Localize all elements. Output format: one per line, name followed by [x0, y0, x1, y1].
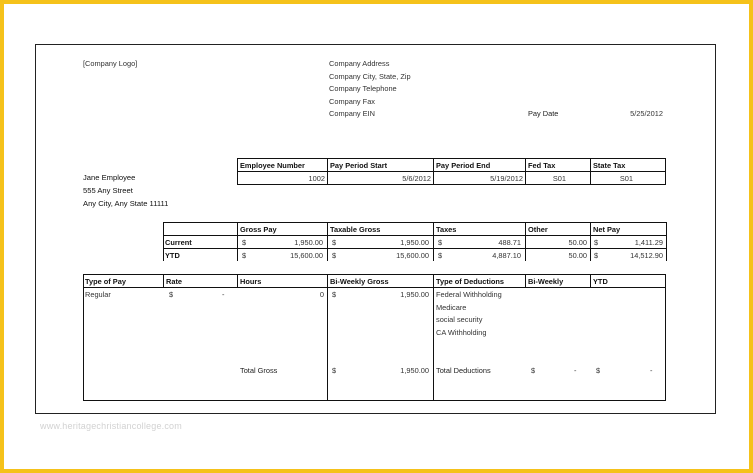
currency-sign: $	[438, 251, 443, 260]
currency-sign: $	[332, 238, 337, 247]
header-taxes: Taxes	[436, 225, 457, 234]
current-taxes: 488.71	[498, 238, 521, 247]
header-ytd: YTD	[593, 277, 608, 286]
gross-value: 1,950.00	[400, 290, 429, 299]
header-type-of-deductions: Type of Deductions	[436, 277, 505, 286]
deduction-item: Medicare	[436, 302, 467, 312]
currency-sign: $	[438, 238, 443, 247]
header-pay-period-end: Pay Period End	[436, 161, 491, 170]
header-state-tax: State Tax	[593, 161, 626, 170]
header-gross-pay: Gross Pay	[240, 225, 277, 234]
value-state-tax: S01	[619, 174, 633, 183]
total-gross-currency: $	[332, 366, 337, 375]
company-logo-placeholder: [Company Logo]	[83, 59, 138, 68]
current-other: 50.00	[568, 238, 587, 247]
pay-date-value: 5/25/2012	[630, 109, 663, 118]
total-gross-value: 1,950.00	[400, 366, 429, 375]
company-telephone: Company Telephone	[329, 84, 397, 93]
total-deductions-label: Total Deductions	[436, 366, 491, 375]
currency-sign: $	[242, 251, 247, 260]
header-net-pay: Net Pay	[593, 225, 621, 234]
watermark-text: www.heritagechristiancollege.com	[40, 421, 182, 431]
employee-name: Jane Employee	[83, 173, 136, 182]
currency-sign: $	[594, 238, 599, 247]
deduction-item: CA Withholding	[436, 327, 487, 337]
current-taxable-gross: 1,950.00	[400, 238, 429, 247]
rate-value: -	[222, 290, 225, 299]
currency-sign: $	[594, 251, 599, 260]
value-pay-period-start: 5/6/2012	[402, 174, 431, 183]
total-ytd-currency: $	[596, 366, 601, 375]
header-hours: Hours	[240, 277, 262, 286]
current-net-pay: 1,411.29	[634, 238, 663, 247]
employee-city: Any City, Any State 11111	[83, 199, 169, 208]
ytd-taxable-gross: 15,600.00	[396, 251, 429, 260]
ytd-net-pay: 14,512.90	[630, 251, 663, 260]
header-rate: Rate	[166, 277, 183, 286]
ytd-other: 50.00	[568, 251, 587, 260]
rate-currency: $	[169, 290, 174, 299]
header-taxable-gross: Taxable Gross	[330, 225, 381, 234]
row-label-current: Current	[165, 238, 192, 247]
header-bi-weekly: Bi-Weekly	[528, 277, 564, 286]
header-other: Other	[528, 225, 548, 234]
company-address: Company Address	[329, 59, 390, 68]
currency-sign: $	[242, 238, 247, 247]
current-gross-pay: 1,950.00	[294, 238, 323, 247]
value-pay-period-end: 5/19/2012	[490, 174, 523, 183]
header-pay-period-start: Pay Period Start	[330, 161, 388, 170]
ytd-taxes: 4,887.10	[492, 251, 521, 260]
company-city-state-zip: Company City, State, Zip	[329, 71, 411, 81]
employee-street: 555 Any Street	[83, 186, 133, 195]
total-ytd-value: -	[650, 366, 653, 375]
total-deductions-currency: $	[531, 366, 536, 375]
row-label-ytd: YTD	[165, 251, 180, 260]
total-deductions-value: -	[574, 366, 577, 375]
pay-date-label: Pay Date	[528, 109, 559, 118]
hours-value: 0	[319, 290, 324, 299]
total-gross-label: Total Gross	[240, 366, 278, 375]
value-employee-number: 1002	[308, 174, 325, 183]
deduction-item: social security	[436, 315, 483, 324]
header-employee-number: Employee Number	[240, 161, 305, 170]
gross-currency: $	[332, 290, 337, 299]
pay-stub-sheet	[35, 44, 716, 414]
header-type-of-pay: Type of Pay	[85, 277, 126, 286]
pay-type-regular: Regular	[85, 290, 111, 299]
company-fax: Company Fax	[329, 96, 376, 106]
currency-sign: $	[332, 251, 337, 260]
header-bi-weekly-gross: Bi-Weekly Gross	[330, 277, 389, 286]
header-fed-tax: Fed Tax	[528, 161, 556, 170]
value-fed-tax: S01	[552, 174, 566, 183]
company-ein: Company EIN	[329, 109, 376, 118]
deduction-item: Federal Withholding	[436, 290, 502, 299]
ytd-gross-pay: 15,600.00	[290, 251, 323, 260]
